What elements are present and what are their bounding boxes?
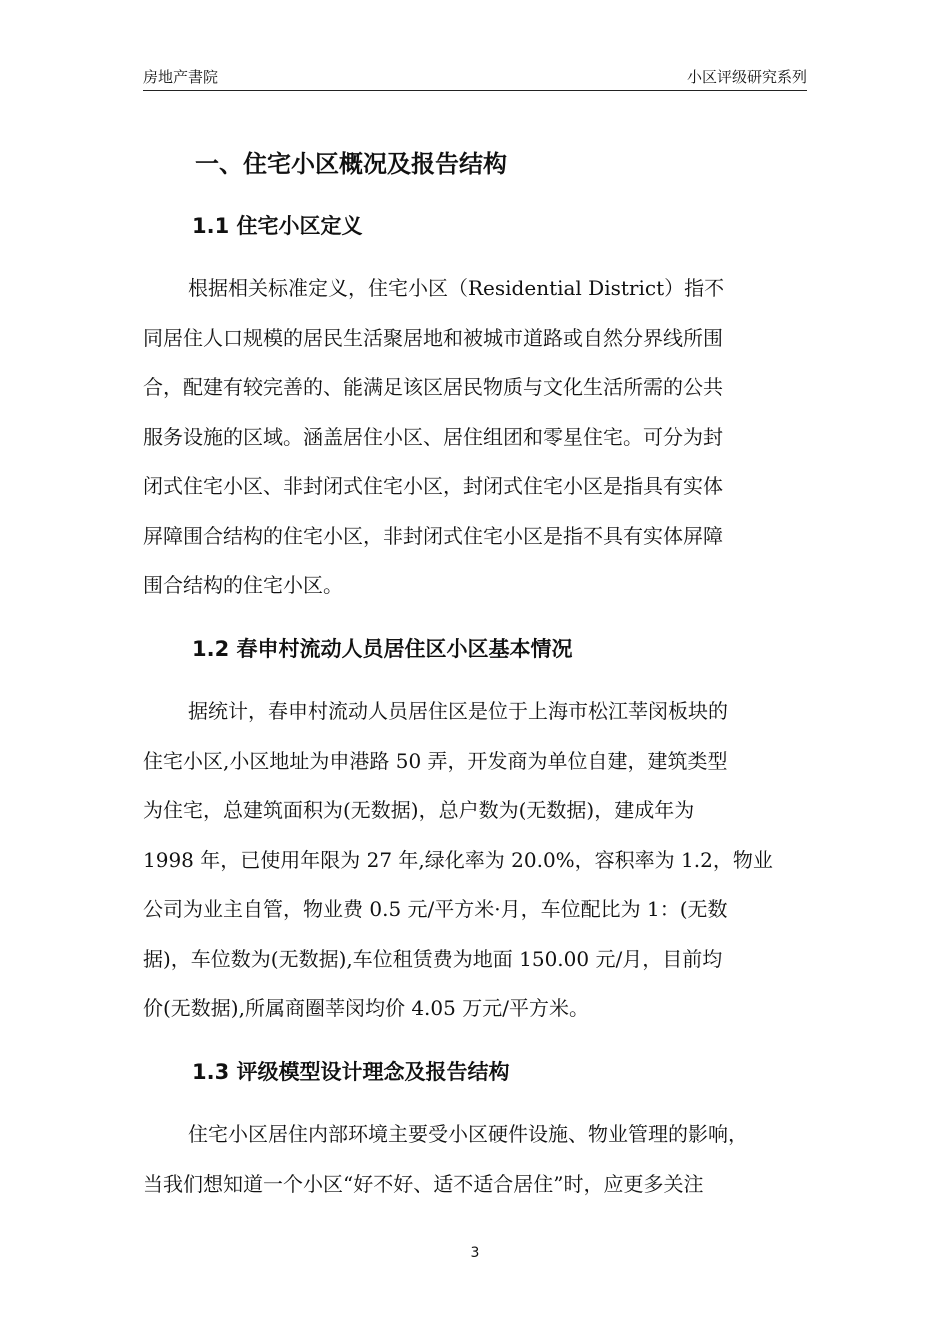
paragraph-line: 为住宅，总建筑面积为(无数据)，总户数为(无数据)，建成年为 bbox=[143, 798, 695, 822]
header-publisher: 房地产書院 bbox=[143, 68, 219, 86]
paragraph-line: 公司为业主自管，物业费 0.5 元/平方米·月，车位配比为 1：(无数 bbox=[143, 897, 728, 921]
section-heading: 一、住宅小区概况及报告结构 bbox=[195, 150, 507, 178]
paragraph-line: 闭式住宅小区、非封闭式住宅小区，封闭式住宅小区是指具有实体 bbox=[143, 474, 723, 498]
page-number: 3 bbox=[470, 1245, 480, 1261]
paragraph-line: 据统计，春申村流动人员居住区是位于上海市松江莘闵板块的 bbox=[188, 699, 728, 723]
paragraph-line: 据)，车位数为(无数据),车位租赁费为地面 150.00 元/月，目前均 bbox=[143, 946, 723, 971]
subsection-heading-1-2: 1.2 春申村流动人员居住区小区基本情况 bbox=[192, 637, 573, 661]
paragraph-line: 服务设施的区域。涵盖居住小区、居住组团和零星住宅。可分为封 bbox=[143, 424, 723, 449]
paragraph-definition bbox=[143, 264, 807, 611]
paragraph-model-design bbox=[143, 1110, 807, 1209]
paragraph-line: 合，配建有较完善的、能满足该区居民物质与文化生活所需的公共 bbox=[143, 375, 723, 399]
paragraph-basic-info bbox=[143, 687, 807, 1034]
paragraph-line: 住宅小区居住内部环境主要受小区硬件设施、物业管理的影响， bbox=[188, 1122, 748, 1146]
paragraph-line: 根据相关标准定义，住宅小区（Residential District）指不 bbox=[188, 276, 725, 300]
subsection-heading-1-3: 1.3 评级模型设计理念及报告结构 bbox=[192, 1060, 510, 1084]
paragraph-line: 屏障围合结构的住宅小区，非封闭式住宅小区是指不具有实体屏障 bbox=[143, 523, 723, 548]
paragraph-line: 1998 年，已使用年限为 27 年,绿化率为 20.0%，容积率为 1.2，物业 bbox=[143, 847, 773, 872]
paragraph-line: 价(无数据),所属商圈莘闵均价 4.05 万元/平方米。 bbox=[143, 996, 589, 1020]
paragraph-line: 当我们想知道一个小区“好不好、适不适合居住”时，应更多关注 bbox=[143, 1171, 704, 1196]
header-series-title: 小区评级研究系列 bbox=[686, 68, 807, 86]
paragraph-line: 住宅小区,小区地址为申港路 50 弄，开发商为单位自建，建筑类型 bbox=[143, 748, 728, 773]
paragraph-line: 围合结构的住宅小区。 bbox=[143, 573, 343, 597]
page-header bbox=[143, 64, 807, 91]
paragraph-line: 同居住人口规模的居民生活聚居地和被城市道路或自然分界线所围 bbox=[143, 325, 723, 350]
subsection-heading-1-1: 1.1 住宅小区定义 bbox=[192, 214, 363, 238]
